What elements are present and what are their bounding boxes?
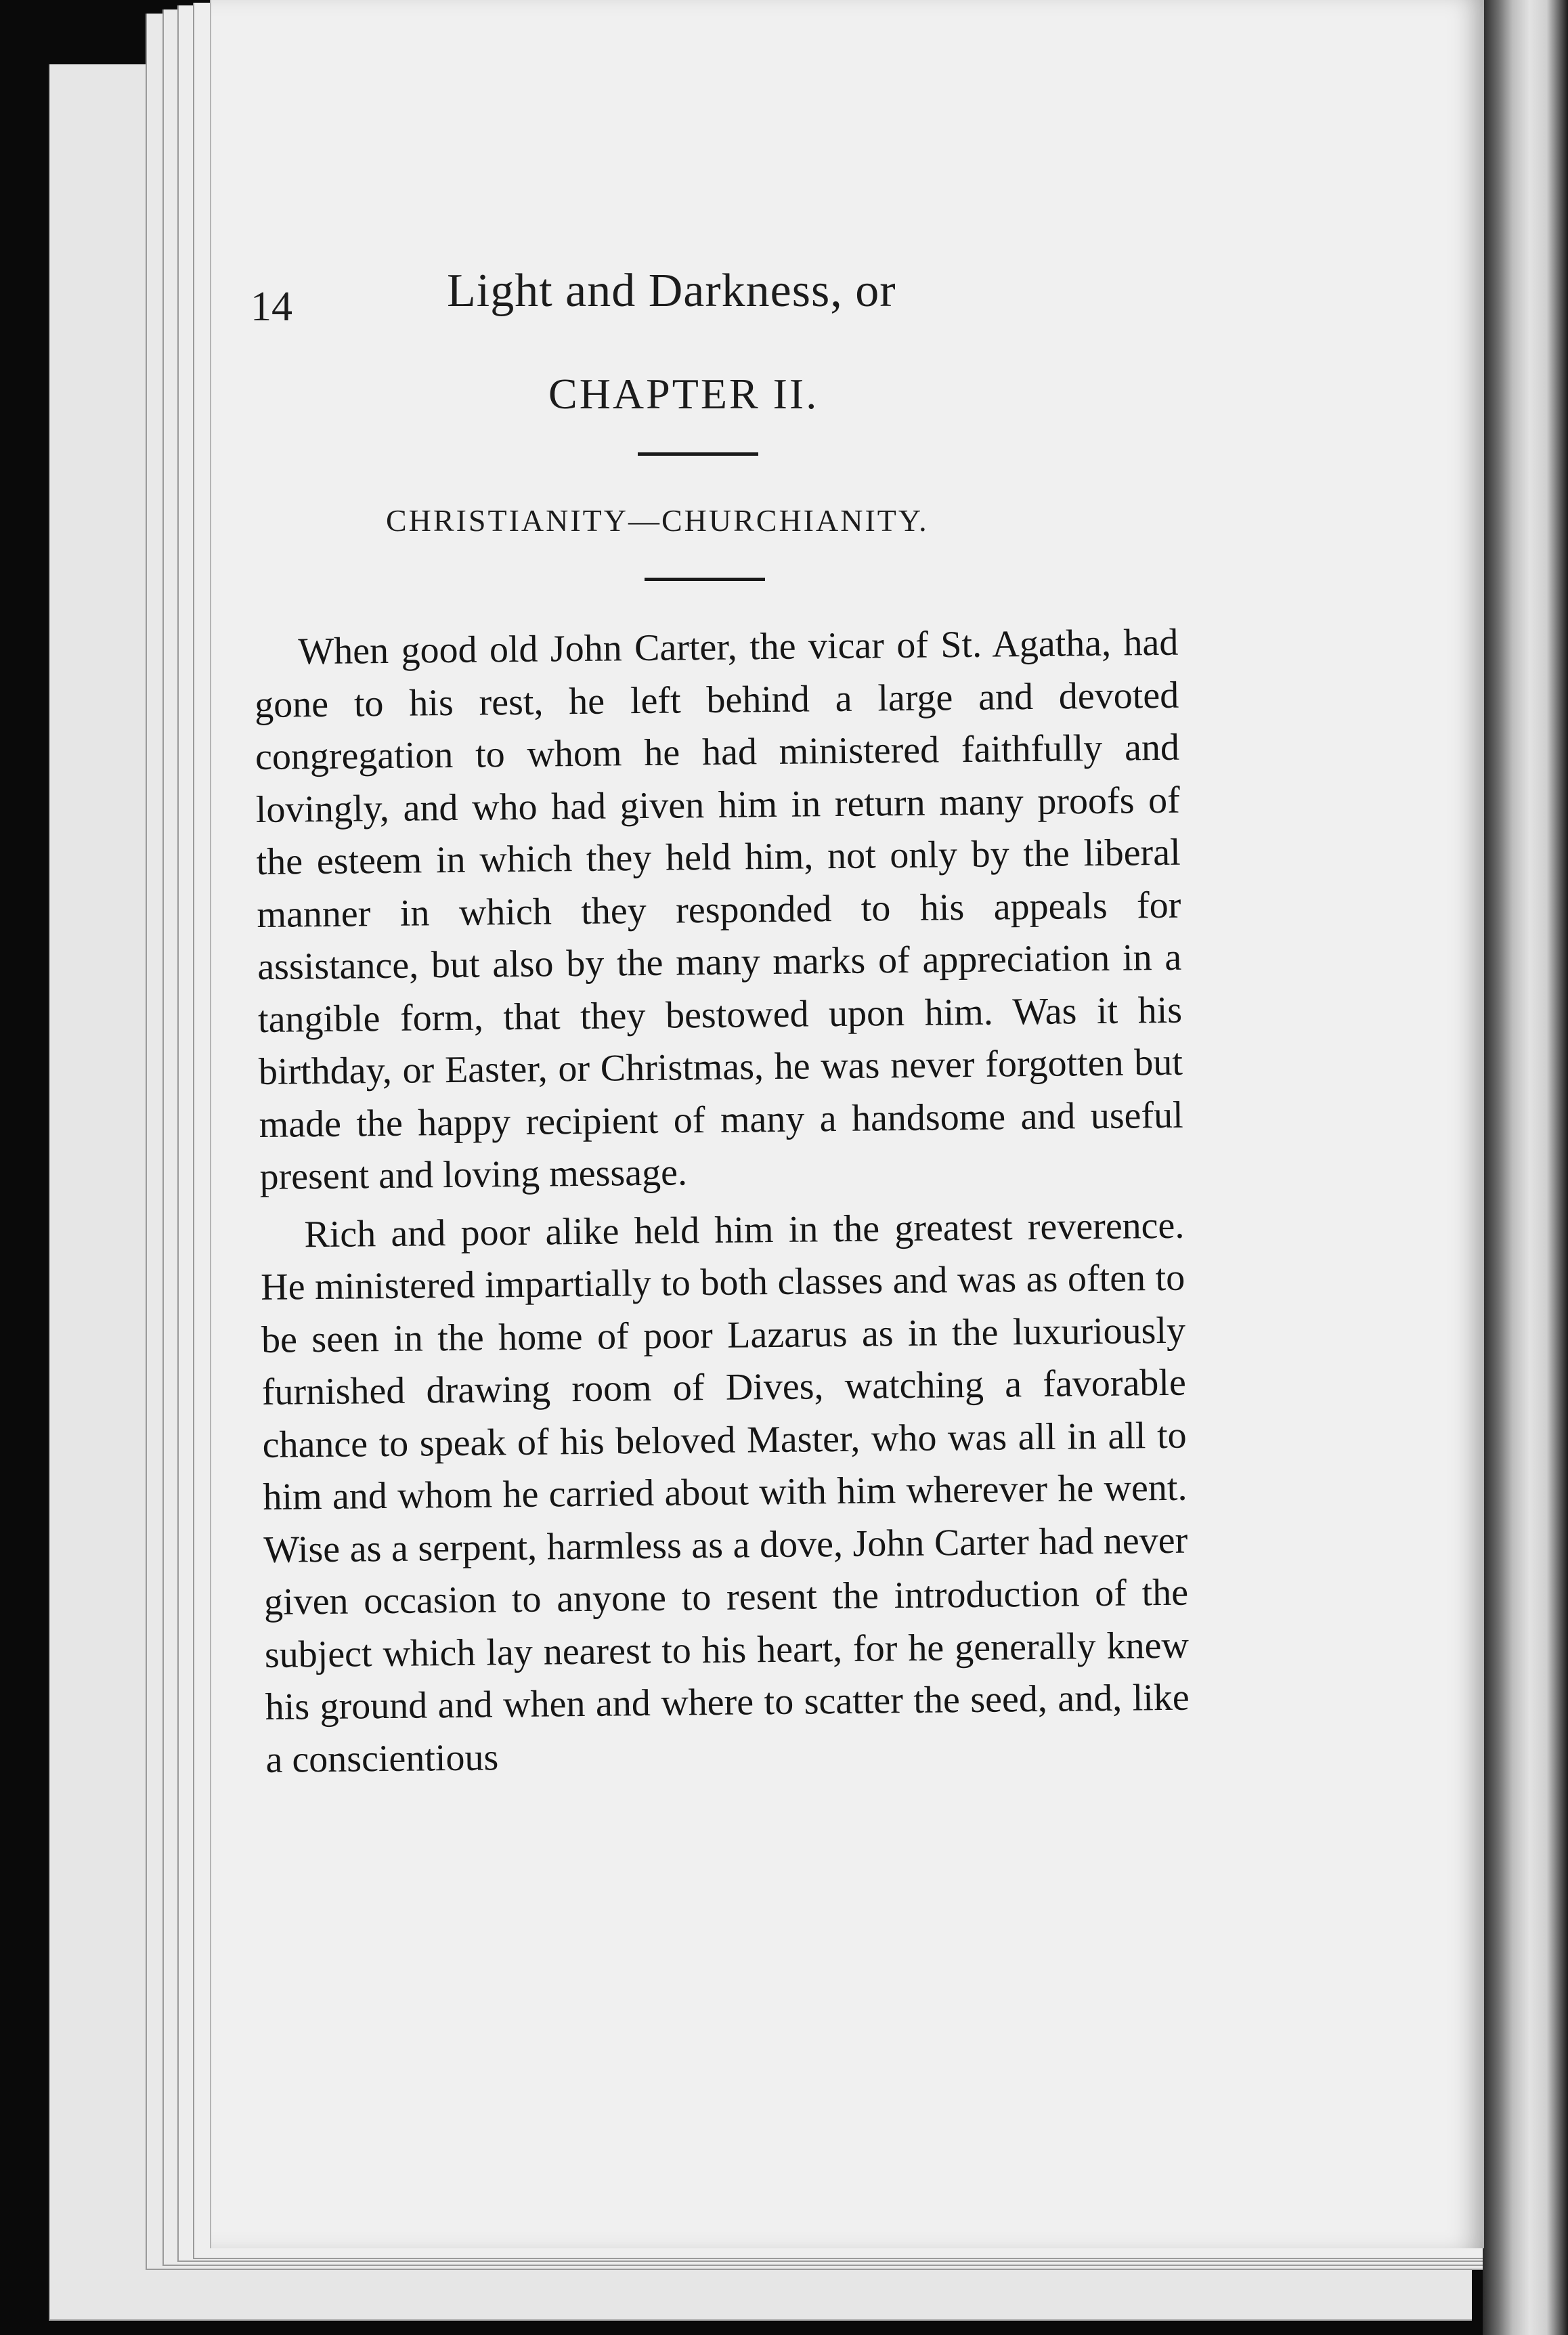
- divider-rule: [645, 578, 765, 581]
- divider-rule: [638, 452, 758, 456]
- book-gutter: [1483, 0, 1568, 2335]
- paragraph: Rich and poor alike held him in the greatest reverence. He ministered impartially to both classes and was as often to be seen in the home of poor Lazarus as in the luxuriously furnished drawing room of Dives, watching a favorable chance to speak of his beloved Master, who was all in all to him and whom he carried about with him wherever he went. Wise as a serpent, harmless as a dove, John Carter had never given occasion to anyone to resent the introduction of the subject which lay nearest to his heart, for he generally knew his ground and when and where to scatter the seed, and, like a conscientious: [260, 1204, 1190, 1781]
- body-text: [254, 617, 1190, 1786]
- chapter-heading: CHAPTER II.: [548, 370, 819, 418]
- paragraph: When good old John Carter, the vicar of St. Agatha, had gone to his rest, he left behind a large and devoted congregation to whom he had ministered faithfully and lovingly, and who had given him in return many proofs of the esteem in which they held him, not only by the liberal manner in which they responded to his appeals for assistance, but also by the many marks of appreciation in a tangible form, that they bestowed upon him. Was it his birthday, or Easter, or Christmas, he was never forgotten but made the happy recipient of many a handsome and useful present and loving message.: [254, 621, 1183, 1198]
- page-number: 14: [251, 284, 292, 330]
- chapter-subheading: CHRISTIANITY—CHURCHIANITY.: [386, 503, 929, 538]
- running-title: Light and Darkness, or: [447, 265, 896, 317]
- page-header: [251, 264, 1198, 332]
